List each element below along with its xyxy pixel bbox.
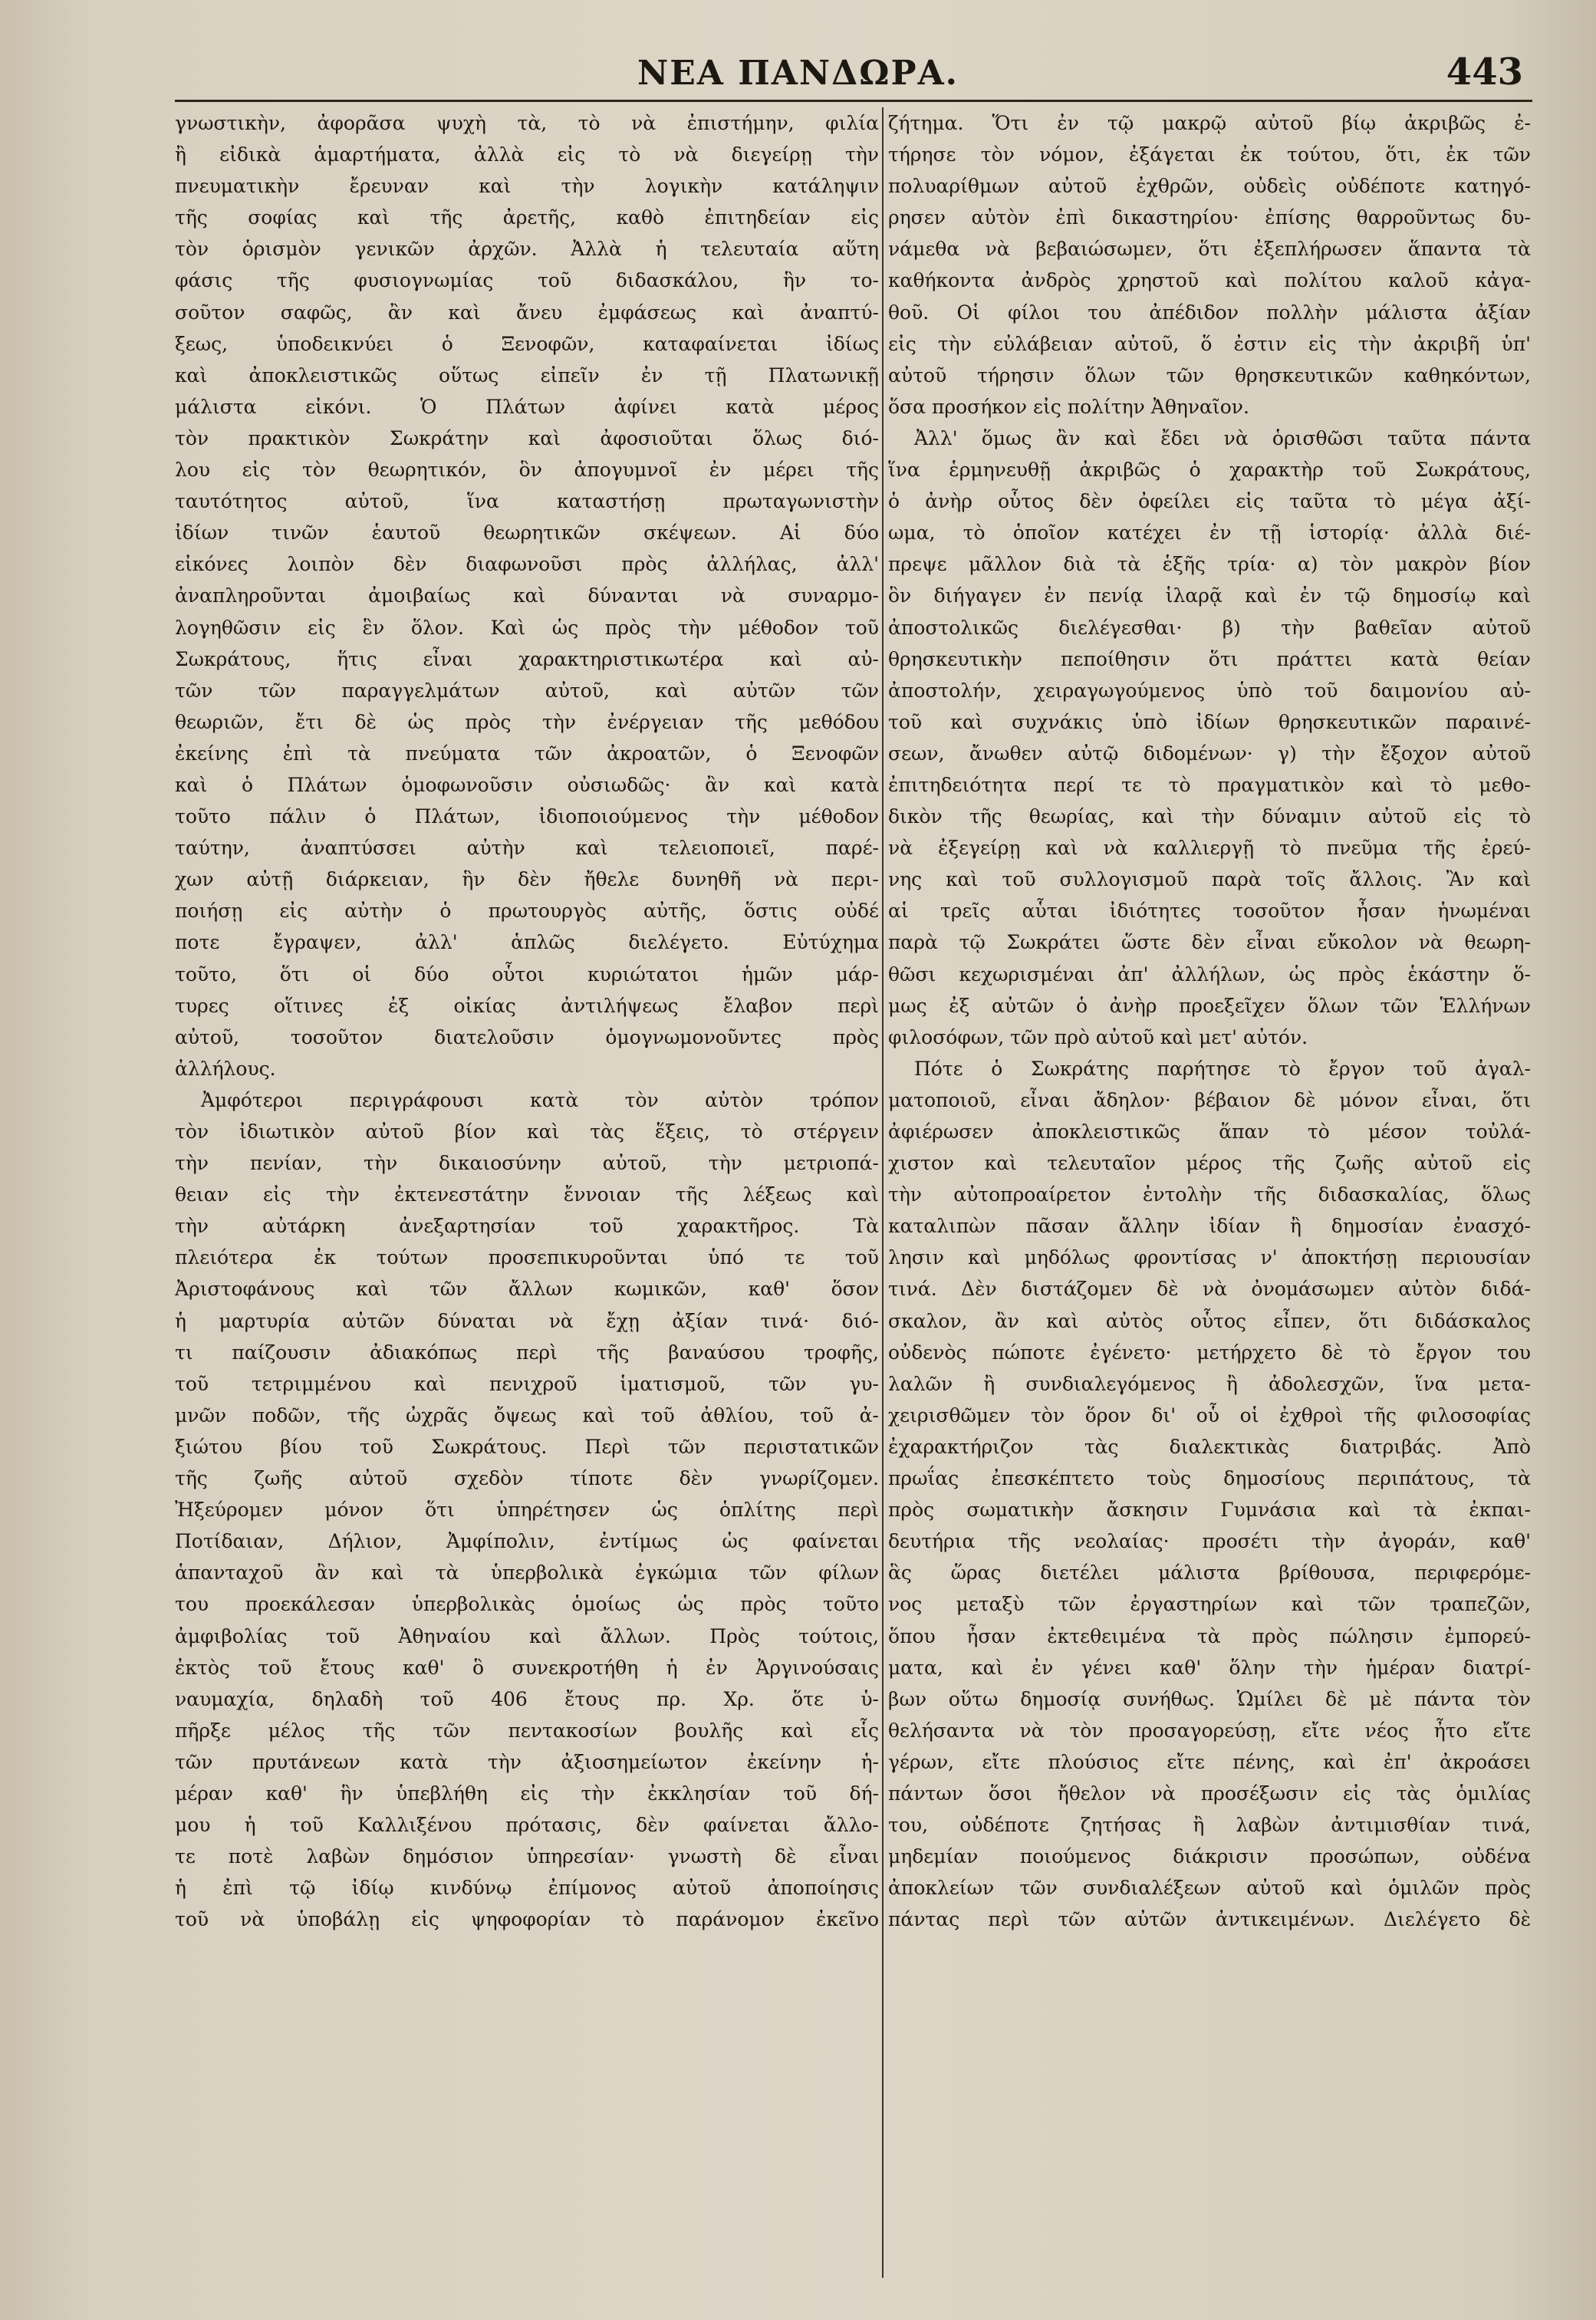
right-column [888,107,1531,2285]
text-line: ἀποκλείων τῶν συνδιαλέξεων αὐτοῦ καὶ ὁμιλῶν πρὸς [888,1877,1531,1900]
text-line: Ἀμφότεροι περιγράφουσι κατὰ τὸν αὐτὸν τρόπον [201,1088,879,1111]
text-line: μηδεμίαν ποιούμενος διάκρισιν προσώπων, οὐδένα [888,1845,1531,1868]
text-line: σεων, ἄνωθεν αὐτῷ διδομένων· γ) τὴν ἔξοχον αὐτοῦ [888,742,1531,765]
text-line: πῆρξε μέλος τῆς τῶν πεντακοσίων βουλῆς καὶ εἷς [175,1719,879,1742]
text-line: τὴν αὐτοπροαίρετον ἐντολὴν τῆς διδασκαλίας, ὅλως [888,1183,1531,1206]
text-line: τήρησε τὸν νόμον, ἐξάγεται ἐκ τούτου, ὅτι, ἐκ τῶν [888,143,1531,166]
text-line: Ἀριστοφάνους καὶ τῶν ἄλλων κωμικῶν, καθ' ὅσον [175,1278,879,1301]
text-line: τε ποτὲ λαβὼν δημόσιον ὑπηρεσίαν· γνωστὴ δὲ εἶναι [175,1845,879,1868]
text-line: ἀποστολήν, χειραγωγούμενος ὑπὸ τοῦ δαιμονίου αὐ- [888,679,1531,702]
text-line: πλειότερα ἐκ τούτων προσεπικυροῦνται ὑπό τε τοῦ [175,1246,879,1269]
text-line: τῆς σοφίας καὶ τῆς ἀρετῆς, καθὸ ἐπιτηδείαν εἰς [175,206,879,229]
text-line: τὴν πενίαν, τὴν δικαιοσύνην αὐτοῦ, τὴν μετριοπά- [175,1152,879,1175]
text-line: βων οὕτω δημοσίᾳ συνήθως. Ὡμίλει δὲ μὲ πάντα τὸν [888,1687,1531,1710]
text-line: εἰς τὴν εὐλάβειαν αὐτοῦ, ὅ ἐστιν εἰς τὴν ἀκριβῆ ὑπ' [888,332,1531,355]
text-line: χιστον καὶ τελευταῖον μέρος τῆς ζωῆς αὐτοῦ εἰς [888,1152,1531,1175]
text-line: ἃς ὥρας διετέλει μάλιστα βρίθουσα, περιφερόμε- [888,1561,1531,1585]
text-line: ἀμφιβολίας τοῦ Ἀθηναίου καὶ ἄλλων. Πρὸς τούτοις, [175,1624,879,1647]
text-line: νης καὶ τοῦ συλλογισμοῦ παρὰ τοῖς ἄλλοις. Ἂν καὶ [888,868,1531,891]
text-line: καθήκοντα ἀνδρὸς χρηστοῦ καὶ πολίτου καλοῦ κἀγα- [888,269,1531,292]
text-line: καὶ ἀποκλειστικῶς οὕτως εἰπεῖν ἐν τῇ Πλατωνικῇ [175,364,879,387]
text-line: ἀποστολικῶς διελέγεσθαι· β) τὴν βαθεῖαν αὐτοῦ [888,616,1531,639]
text-line: μως ἐξ αὐτῶν ὁ ἀνὴρ προεξεῖχεν ὅλων τῶν Ἑλλήνων [888,994,1531,1017]
text-line: ἀφιέρωσεν ἀποκλειστικῶς ἅπαν τὸ μέσον τοὐλά- [888,1121,1531,1143]
text-line: ἀλλήλους. [175,1057,276,1080]
text-line: νος μεταξὺ τῶν ἐργαστηρίων καὶ τῶν τραπεζῶν, [888,1593,1531,1616]
text-line: ἐχαρακτήριζον τὰς διαλεκτικὰς διατριβάς. Ἀπὸ [888,1435,1531,1458]
text-line: ματα, καὶ ἐν γένει καθ' ὅλην τὴν ἡμέραν διατρί- [888,1656,1531,1679]
header-rule [175,100,1532,102]
text-line: πρωΐας ἐπεσκέπτετο τοὺς δημοσίους περιπάτους, τὰ [888,1467,1531,1490]
text-line: ζήτημα. Ὅτι ἐν τῷ μακρῷ αὐτοῦ βίῳ ἀκριβῶς ἐ- [888,112,1531,134]
running-title: ΝΕΑ ΠΑΝΔΩΡΑ. [637,54,959,93]
text-line: τοῦ νὰ ὑποβάλῃ εἰς ψηφοφορίαν τὸ παράνομον ἐκεῖνο [175,1908,879,1931]
text-line: ωμα, τὸ ὁποῖον κατέχει ἐν τῇ ἱστορίᾳ· ἀλλὰ διέ- [888,522,1531,545]
text-line: παρὰ τῷ Σωκράτει ὥστε δὲν εἶναι εὔκολον νὰ θεωρη- [888,931,1531,954]
text-line: τι παίζουσιν ἀδιακόπως περὶ τῆς βαναύσου τροφῆς, [175,1341,879,1364]
text-line: καταλιπὼν πᾶσαν ἄλλην ἰδίαν ἢ δημοσίαν ἐνασχό- [888,1215,1531,1238]
text-line: τὸν ὁρισμὸν γενικῶν ἀρχῶν. Ἀλλὰ ἡ τελευταία αὕτη [175,238,879,261]
text-line: πάντας περὶ τῶν αὐτῶν ἀντικειμένων. Διελέγετο δὲ [888,1908,1531,1931]
text-line: ὅπου ἦσαν ἐκτεθειμένα τὰ πρὸς πώλησιν ἐμπορεύ- [888,1624,1531,1647]
text-line: καὶ ὁ Πλάτων ὁμοφωνοῦσιν οὐσιωδῶς· ἂν καὶ κατὰ [175,773,879,796]
text-line: μνῶν ποδῶν, τῆς ὠχρᾶς ὄψεως καὶ τοῦ ἀθλίου, τοῦ ἀ- [175,1404,879,1427]
text-line: τοῦ τετριμμένου καὶ πενιχροῦ ἱματισμοῦ, τῶν γυ- [175,1372,879,1395]
text-line: θρησκευτικὴν πεποίθησιν ὅτι πράττει κατὰ θείαν [888,647,1531,670]
text-line: ξεως, ὑποδεικνύει ὁ Ξενοφῶν, καταφαίνεται ἰδίως [175,332,879,355]
text-line: ματοποιοῦ, εἶναι ἄδηλον· βέβαιον δὲ μόνον εἶναι, ὅτι [888,1088,1531,1111]
text-line: λογηθῶσιν εἰς ἓν ὅλον. Καὶ ὡς πρὸς τὴν μέθοδον τοῦ [175,616,879,639]
text-line: τῶν πρυτάνεων κατὰ τὴν ἀξιοσημείωτον ἐκείνην ἡ- [175,1750,879,1773]
text-line: ποιήσῃ εἰς αὐτὴν ὁ πρωτουργὸς αὐτῆς, ὅστις οὐδέ [175,900,879,923]
text-line: Ἠξεύρομεν μόνον ὅτι ὑπηρέτησεν ὡς ὁπλίτης περὶ [175,1499,879,1522]
text-line: δευτήρια τῆς νεολαίας· προσέτι τὴν ἀγοράν, καθ' [888,1530,1531,1553]
text-line: θῶσι κεχωρισμέναι ἀπ' ἀλλήλων, ὡς πρὸς ἑκάστην ὅ- [888,963,1531,986]
text-line: εἰκόνες λοιπὸν δὲν διαφωνοῦσι πρὸς ἀλλήλας, ἀλλ' [175,553,879,576]
text-line: πολυαρίθμων αὐτοῦ ἐχθρῶν, οὐδεὶς οὐδέποτε κατηγό- [888,175,1531,198]
text-line: ἡ μαρτυρία αὐτῶν δύναται νὰ ἔχῃ ἀξίαν τινά· διό- [175,1309,879,1332]
text-line: μέραν καθ' ἣν ὑπεβλήθη εἰς τὴν ἐκκλησίαν τοῦ δή- [175,1782,879,1805]
text-line: λαλῶν ἢ συνδιαλεγόμενος ἢ ἀδολεσχῶν, ἵνα μετα- [888,1372,1531,1395]
page-number: 443 [1446,51,1523,94]
text-line: θοῦ. Οἱ φίλοι του ἀπέδιδον πολλὴν μάλιστα ἀξίαν [888,301,1531,324]
text-line: σκαλον, ἂν καὶ αὐτὸς οὗτος εἶπεν, ὅτι διδάσκαλος [888,1309,1531,1332]
text-line: ἀναπληροῦνται ἀμοιβαίως καὶ δύνανται νὰ συναρμο- [175,584,879,607]
text-line: ὃν διήγαγεν ἐν πενίᾳ ἱλαρᾷ καὶ ἐν τῷ δημοσίῳ καὶ [888,584,1531,607]
text-line: χων αὐτῇ διάρκειαν, ἣν δὲν ἤθελε δυνηθῆ νὰ περι- [175,868,879,891]
text-line: νὰ ἐξεγείρῃ καὶ νὰ καλλιεργῇ τὸ πνεῦμα τῆς ἐρεύ- [888,837,1531,860]
text-line: τῆς ζωῆς αὐτοῦ σχεδὸν τίποτε δὲν γνωρίζομεν. [175,1467,879,1490]
text-line: φιλοσόφων, τῶν πρὸ αὐτοῦ καὶ μετ' αὐτόν. [888,1025,1308,1048]
text-line: αὐτοῦ τήρησιν ὅλων τῶν θρησκευτικῶν καθηκόντων, [888,364,1531,387]
text-line: τοῦτο πάλιν ὁ Πλάτων, ἰδιοποιούμενος τὴν μέθοδον [175,805,879,828]
text-line: ξιώτου βίου τοῦ Σωκράτους. Περὶ τῶν περιστατικῶν [175,1435,879,1458]
page-header [0,46,1596,100]
text-line: ἰδίων τινῶν ἑαυτοῦ θεωρητικῶν σκέψεων. Αἱ δύο [175,522,879,545]
text-line: ἢ εἰδικὰ ἁμαρτήματα, ἀλλὰ εἰς τὸ νὰ διεγείρῃ τὴν [175,143,879,166]
text-line: λου εἰς τὸν θεωρητικόν, ὃν ἀπογυμνοῖ ἐν μέρει τῆς [175,459,879,482]
left-column [175,107,879,2285]
text-line: ἐκτὸς τοῦ ἔτους καθ' ὃ συνεκροτήθη ἡ ἐν Ἀργινούσαις [175,1656,879,1679]
text-line: τῶν τῶν παραγγελμάτων αὐτοῦ, καὶ αὐτῶν τῶν [175,679,879,702]
text-line: τοῦ καὶ συχνάκις ὑπὸ ἰδίων θρησκευτικῶν παραινέ- [888,710,1531,733]
text-line: τυρες οἵτινες ἐξ οἰκίας ἀντιλήψεως ἔλαβον περὶ [175,994,879,1017]
text-line: ὅσα προσήκον εἰς πολίτην Ἀθηναῖον. [888,395,1249,418]
text-line: ταύτην, ἀναπτύσσει αὐτὴν καὶ τελειοποιεῖ, παρέ- [175,837,879,860]
text-line: γέρων, εἴτε πλούσιος εἴτε πένης, καὶ ἐπ' ἀκροάσει [888,1750,1531,1773]
text-line: αὐτοῦ, τοσοῦτον διατελοῦσιν ὁμογνωμονοῦντες πρὸς [175,1025,879,1048]
text-line: χειρισθῶμεν τὸν ὅρον δι' οὗ οἱ ἐχθροὶ τῆς φιλοσοφίας [888,1404,1531,1427]
text-line: ταυτότητος αὐτοῦ, ἵνα καταστήσῃ πρωταγωνιστὴν [175,490,879,513]
text-line: τινά. Δὲν διστάζομεν δὲ νὰ ὀνομάσωμεν αὐτὸν διδά- [888,1278,1531,1301]
text-line: μάλιστα εἰκόνι. Ὁ Πλάτων ἀφίνει κατὰ μέρος [175,395,879,418]
text-line: τὴν αὐτάρκη ἀνεξαρτησίαν τοῦ χαρακτῆρος. Τὰ [175,1215,879,1238]
text-line: Ποτίδαιαν, Δήλιον, Ἀμφίπολιν, ἐντίμως ὡς φαίνεται [175,1530,879,1553]
text-line: ναυμαχία, δηλαδὴ τοῦ 406 ἔτους πρ. Χρ. ὅτε ὑ- [175,1687,879,1710]
text-line: οὐδενὸς πώποτε ἐγένετο· μετήρχετο δὲ τὸ ἔργον του [888,1341,1531,1364]
text-line: νάμεθα νὰ βεβαιώσωμεν, ὅτι ἐξεπλήρωσεν ἅπαντα τὰ [888,238,1531,261]
text-line: πάντων ὅσοι ἤθελον νὰ προσέξωσιν εἰς τὰς ὁμιλίας [888,1782,1531,1805]
text-line: θεωριῶν, ἔτι δὲ ὡς πρὸς τὴν ἐνέργειαν τῆς μεθόδου [175,710,879,733]
text-line: τὸν ἰδιωτικὸν αὐτοῦ βίον καὶ τὰς ἕξεις, τὸ στέργειν [175,1121,879,1143]
text-line: ἁπανταχοῦ ἂν καὶ τὰ ὑπερβολικὰ ἐγκώμια τῶν φίλων [175,1561,879,1585]
text-line: Πότε ὁ Σωκράτης παρήτησε τὸ ἔργον τοῦ ἀγαλ- [914,1057,1531,1080]
text-line: ἐκείνης ἐπὶ τὰ πνεύματα τῶν ἀκροατῶν, ὁ Ξενοφῶν [175,742,879,765]
text-line: ὁ ἀνὴρ οὗτος δὲν ὀφείλει εἰς ταῦτα τὸ μέγα ἀξί- [888,490,1531,513]
text-line: ἡ ἐπὶ τῷ ἰδίῳ κινδύνῳ ἐπίμονος αὐτοῦ ἀποποίησις [175,1877,879,1900]
text-line: αἱ τρεῖς αὗται ἰδιότητες τοσοῦτον ἦσαν ἡνωμέναι [888,900,1531,923]
text-line: πνευματικὴν ἔρευναν καὶ τὴν λογικὴν κατάληψιν [175,175,879,198]
column-divider [882,107,884,2278]
text-line: Σωκράτους, ἥτις εἶναι χαρακτηριστικωτέρα καὶ αὐ- [175,647,879,670]
text-line: σοῦτον σαφῶς, ἂν καὶ ἄνευ ἐμφάσεως καὶ ἀναπτύ- [175,301,879,324]
text-line: ρησεν αὐτὸν ἐπὶ δικαστηρίου· ἐπίσης θαρροῦντως δυ- [888,206,1531,229]
text-line: φάσις τῆς φυσιογνωμίας τοῦ διδασκάλου, ἣν το- [175,269,879,292]
text-line: πρεψε μᾶλλον διὰ τὰ ἑξῆς τρία· α) τὸν μακρὸν βίον [888,553,1531,576]
text-line: Ἀλλ' ὅμως ἂν καὶ ἔδει νὰ ὁρισθῶσι ταῦτα πάντα [914,426,1531,449]
text-line: ἵνα ἑρμηνευθῇ ἀκριβῶς ὁ χαρακτὴρ τοῦ Σωκράτους, [888,459,1531,482]
text-line: του προεκάλεσαν ὑπερβολικὰς ὁμοίως ὡς πρὸς τοῦτο [175,1593,879,1616]
text-line: λησιν καὶ μηδόλως φροντίσας ν' ἀποκτήσῃ περιουσίαν [888,1246,1531,1269]
text-line: τὸν πρακτικὸν Σωκράτην καὶ ἀφοσιοῦται ὅλως διό- [175,426,879,449]
text-line: μου ἡ τοῦ Καλλιξένου πρότασις, δὲν φαίνεται ἄλλο- [175,1814,879,1837]
text-line: ποτε ἔγραψεν, ἀλλ' ἁπλῶς διελέγετο. Εὐτύχημα [175,931,879,954]
text-line: γνωστικὴν, ἀφορᾶσα ψυχὴ τὰ, τὸ νὰ ἐπιστήμην, φιλία [175,112,879,134]
text-line: θελήσαντα νὰ τὸν προσαγορεύσῃ, εἴτε νέος ἦτο εἴτε [888,1719,1531,1742]
text-line: πρὸς σωματικὴν ἄσκησιν Γυμνάσια καὶ τὰ ἐκπαι- [888,1499,1531,1522]
text-line: τοῦτο, ὅτι οἱ δύο οὗτοι κυριώτατοι ἡμῶν μάρ- [175,963,879,986]
text-line: ἐπιτηδειότητα περί τε τὸ πραγματικὸν καὶ τὸ μεθο- [888,773,1531,796]
text-line: θειαν εἰς τὴν ἐκτενεστάτην ἔννοιαν τῆς λέξεως καὶ [175,1183,879,1206]
text-line: του, οὐδέποτε ζητήσας ἢ λαβὼν ἀντιμισθίαν τινά, [888,1814,1531,1837]
text-line: δικὸν τῆς θεωρίας, καὶ τὴν δύναμιν αὐτοῦ εἰς τὸ [888,805,1531,828]
